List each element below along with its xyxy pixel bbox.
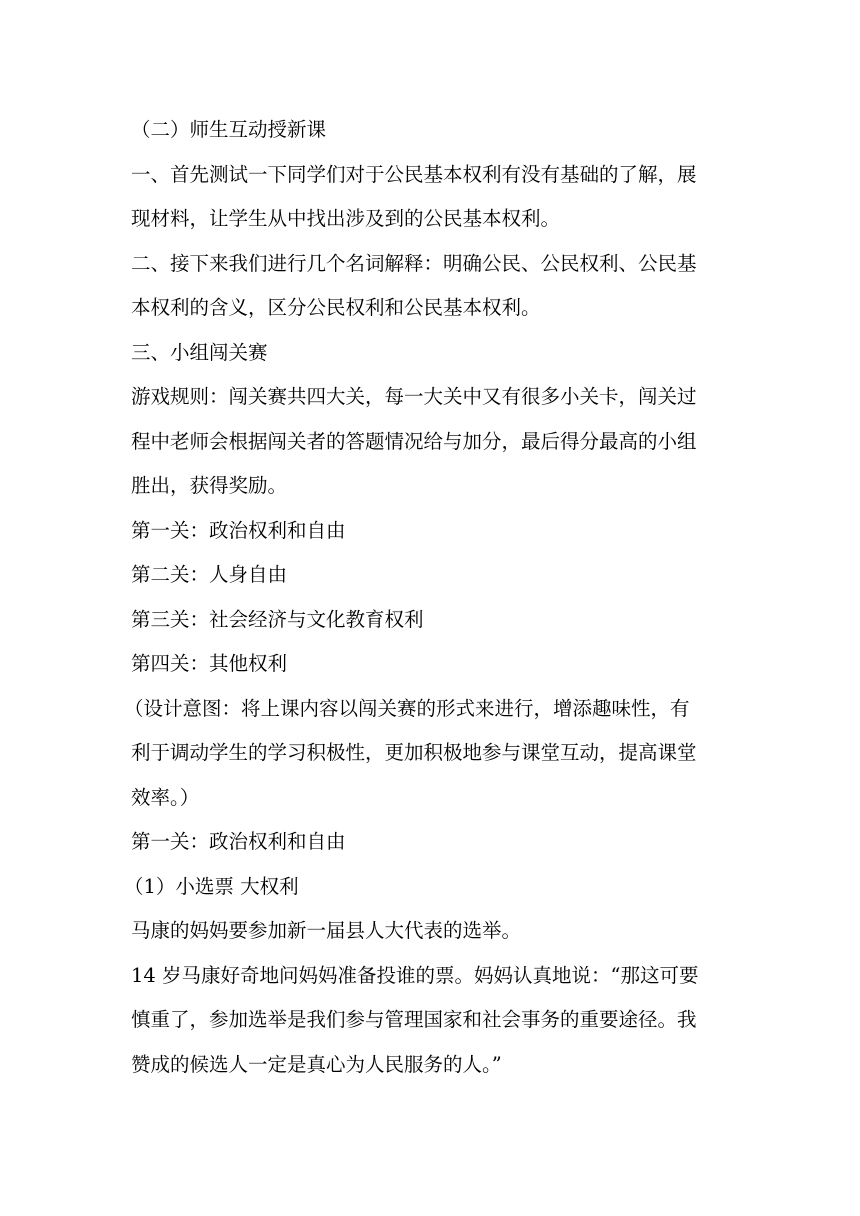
paragraph-line: 14 岁马康好奇地问妈妈准备投谁的票。妈妈认真地说：“那这可要 xyxy=(131,963,699,987)
paragraph-line: 一、首先测试一下同学们对于公民基本权利有没有基础的了解，展 xyxy=(131,162,697,186)
document-page xyxy=(124,108,731,1087)
paragraph-line: 慎重了，参加选举是我们参与管理国家和社会事务的重要途径。我 xyxy=(131,1008,697,1031)
paragraph-line: 现材料，让学生从中找出涉及到的公民基本权利。 xyxy=(131,207,561,230)
paragraph-line: 胜出，获得奖励。 xyxy=(131,474,288,497)
design-note-line: 效率。） xyxy=(131,785,200,809)
design-note-line: 利于调动学生的学习积极性，更加积极地参与课堂互动，提高课堂 xyxy=(131,741,697,764)
subsection-heading: 三、小组闯关赛 xyxy=(131,340,268,364)
section-heading: （二）师生互动授新课 xyxy=(131,118,327,141)
paragraph-line: 赞成的候选人一定是真心为人民服务的人。” xyxy=(131,1052,502,1076)
paragraph-line: 程中老师会根据闯关者的答题情况给与加分，最后得分最高的小组 xyxy=(131,429,697,453)
level-item: 第三关：社会经济与文化教育权利 xyxy=(131,607,424,631)
level-item: 第二关：人身自由 xyxy=(131,563,288,586)
level-item: 第四关：其他权利 xyxy=(131,652,288,675)
design-note-line: （设计意图：将上课内容以闯关赛的形式来进行，增添趣味性，有 xyxy=(124,696,690,720)
level-heading: 第一关：政治权利和自由 xyxy=(131,830,346,853)
item-heading: （1）小选票 大权利 xyxy=(124,874,299,898)
paragraph-line: 马康的妈妈要参加新一届县人大代表的选举。 xyxy=(131,919,522,942)
paragraph-line: 游戏规则：闯关赛共四大关，每一大关中又有很多小关卡，闯关过 xyxy=(131,385,697,408)
level-item: 第一关：政治权利和自由 xyxy=(131,518,346,542)
paragraph-line: 二、接下来我们进行几个名词解释：明确公民、公民权利、公民基 xyxy=(131,251,697,275)
paragraph-line: 本权利的含义，区分公民权利和公民基本权利。 xyxy=(131,296,541,319)
